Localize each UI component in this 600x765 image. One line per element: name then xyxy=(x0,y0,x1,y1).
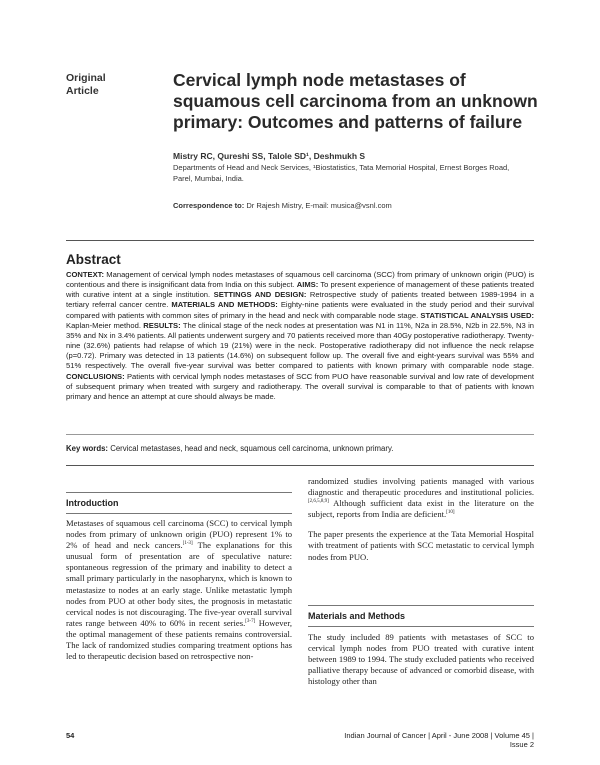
abstract-label: RESULTS: xyxy=(143,320,181,330)
citation: [2,6,5,8,9] xyxy=(308,499,329,505)
citation: [3-7] xyxy=(245,618,256,624)
article-type xyxy=(66,72,156,98)
abstract-text: To present experience of management of these patients treated with curative intent at a single institution. xyxy=(66,280,535,300)
section-rule xyxy=(308,626,534,627)
text-run: Although sufficient data exist in the literature on the subject, reports from India are deficient. xyxy=(308,498,534,520)
title-line: Cervical lymph node metastases of xyxy=(173,70,466,90)
abstract-label: SETTINGS AND DESIGN: xyxy=(213,290,307,300)
citation: [1-3] xyxy=(182,541,193,547)
right-column-text xyxy=(308,476,534,572)
article-type-line: Article xyxy=(66,85,99,97)
abstract-heading: Abstract xyxy=(66,252,121,267)
keywords xyxy=(66,444,534,453)
correspondence-label: Correspondence to: xyxy=(173,201,245,210)
abstract-text: Management of cervical lymph nodes metastases of squamous cell carcinoma (SCC) from primary of unknown origin (PUO) is contentious and there is insignificant data from India on this subject. xyxy=(66,270,534,290)
abstract-text: Patients with cervical lymph nodes metastases of SCC from PUO have reasonable survival and low rate of development of subsequent primary when treated with surgery and radiotherapy. The overall survival is comparable to that of patients with known primary and hence an attempt at cure should always be made. xyxy=(66,371,534,401)
page-number: 54 xyxy=(66,731,75,740)
text-run: Metastases of squamous cell carcinoma (SCC) to cervical lymph nodes from primary of unknown origin (PUO) represent 1% to 2% of head and neck cancers. xyxy=(66,518,292,551)
title-line: primary: Outcomes and patterns of failure xyxy=(173,112,523,132)
methods-text xyxy=(308,632,534,696)
section-rule xyxy=(66,492,292,493)
divider xyxy=(66,434,534,435)
abstract-label: CONCLUSIONS: xyxy=(66,371,125,381)
affiliation-line: Departments of Head and Neck Services, ¹Biostatistics, Tata Memorial Hospital, Ernest Borges Road, xyxy=(173,163,510,172)
citation: [10] xyxy=(446,510,455,516)
text-run: However, the optimal management of these patients remains controversial. The lack of randomized studies comparing treatment options has led to therapeutic decision based on retrospective non- xyxy=(66,617,292,662)
abstract-label: AIMS: xyxy=(296,280,319,290)
abstract-label: CONTEXT: xyxy=(66,270,104,279)
section-heading-methods: Materials and Methods xyxy=(308,611,406,621)
abstract-text: The clinical stage of the neck nodes at presentation was N1 in 11%, N2a in 28.5%, N2b in 22.5%, N3 in 35% and Nx in 3.4% patients. All patients underwent surgery and 70 patients received more than 40Gy postoperative radiotherapy. Twenty-nine (32.6%) patients had relapse of which 19 (21%) were in the neck. Postoperative radiotherapy did not influence the neck relapse (p=0.72). Primary was detected in 13 patients (14.6%) on subsequent follow up. The overall five and eight-years survival was 55% and 51% respectively. The overall five-year survival was better compared to patients with known primary with comparable node stage. xyxy=(66,320,534,371)
paragraph: The study included 89 patients with metastases of SCC to cervical lymph nodes from PUO treated with curative intent between 1989 to 1994. The study excluded patients who received palliative therapy because of advanced or comorbid disease, with histology other than xyxy=(308,632,534,687)
abstract-text: Kaplan-Meier method. xyxy=(66,320,144,330)
paper-title xyxy=(173,70,553,133)
text-run: randomized studies involving patients managed with various diagnostic and therapeutic procedures and institutional policies. xyxy=(308,476,534,498)
divider xyxy=(66,465,534,466)
authors: Mistry RC, Qureshi SS, Talole SD¹, Deshmukh S xyxy=(173,151,366,161)
abstract-text: Eighty-nine patients were evaluated in the study period and their survival compared with patients with common sites of primary in the head and neck with comparable node stage. xyxy=(66,300,534,320)
intro-text xyxy=(66,518,292,671)
divider xyxy=(66,240,534,241)
abstract-label: STATISTICAL ANALYSIS USED: xyxy=(420,310,535,320)
title-line: squamous cell carcinoma from an unknown xyxy=(173,91,538,111)
journal-footer: Indian Journal of Cancer | April - June 2008 | Volume 45 | Issue 2 xyxy=(344,731,534,749)
paragraph xyxy=(308,476,534,520)
text-run: The explanations for this unusual form of presentation are of speculative nature: spontaneous regression of the primary and inability to detect a small primary particularly in the nasopharynx, which is known to metastasize to nodes at an early stage. Unlike metastatic lymph nodes from PUO at other body sites, the prognosis in metastatic cervical nodes is not discouraging. The five-year overall survival rates range between 40% to 60% in recent series. xyxy=(66,540,293,628)
paragraph xyxy=(66,518,292,662)
section-rule xyxy=(308,605,534,606)
affiliation xyxy=(173,163,543,184)
keywords-label: Key words: xyxy=(66,444,109,453)
abstract-label: MATERIALS AND METHODS: xyxy=(171,300,278,310)
keywords-text: Cervical metastases, head and neck, squamous cell carcinoma, unknown primary. xyxy=(108,444,394,453)
abstract-body xyxy=(66,270,534,402)
section-rule xyxy=(66,513,292,514)
affiliation-line: Parel, Mumbai, India. xyxy=(173,173,244,183)
abstract-text: Retrospective study of patients treated between 1989-1994 in a tertiary referral cancer centre. xyxy=(66,290,534,310)
section-heading-introduction: Introduction xyxy=(66,498,119,508)
paragraph: The paper presents the experience at the Tata Memorial Hospital with treatment of patients with SCC metastatic to cervical lymph nodes from PUO. xyxy=(308,529,534,562)
correspondence xyxy=(173,201,553,210)
correspondence-text: Dr Rajesh Mistry, E-mail: musica@vsnl.com xyxy=(244,201,392,210)
article-type-line: Original xyxy=(66,72,106,84)
